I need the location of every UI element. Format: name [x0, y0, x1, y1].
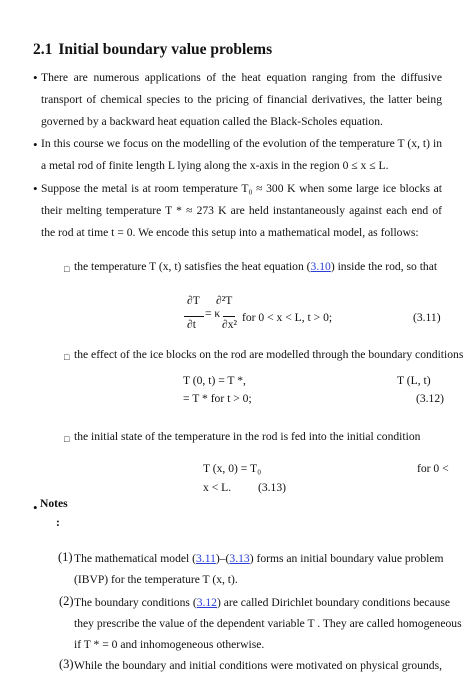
note-text: )–(: [215, 552, 230, 565]
item-number: (1): [58, 550, 73, 564]
section-heading: [33, 41, 272, 59]
paragraph-line: a metal rod of finite length L lying along the x-axis in the region 0 ≤ x ≤ L.: [41, 159, 389, 172]
note-line: (IBVP) for the temperature T (x, t).: [74, 573, 238, 586]
bullet-marker: •: [33, 137, 38, 152]
note-line: [74, 548, 442, 569]
equation-label: (3.13): [258, 481, 287, 494]
note-text: ) are called Dirichlet boundary conditions because: [216, 596, 451, 609]
boundary-condition-left: T (0, t) = T *,: [183, 374, 246, 387]
sub-item-text: the temperature T (x, t) satisfies the heat equation (: [74, 260, 311, 273]
item-number: (2): [59, 594, 74, 608]
sub-item-initial: the initial state of the temperature in the rod is fed into the initial condition: [74, 430, 421, 443]
equation-link[interactable]: 3.13: [229, 552, 250, 565]
item-number: (3): [59, 657, 74, 671]
section-title: Initial boundary value problems: [58, 41, 273, 58]
bullet-paragraph-1: [41, 67, 442, 133]
note-item-2: [74, 592, 462, 655]
checkbox-square: □: [64, 352, 70, 362]
equation-link[interactable]: 3.11: [196, 552, 216, 565]
note-text: The mathematical model (: [74, 552, 197, 565]
fraction-bar: [184, 316, 204, 317]
note-line: [74, 592, 451, 613]
note-text: ) forms an initial boundary value problem: [249, 552, 444, 565]
paragraph-line: There are numerous applications of the heat equation ranging from the diffusive: [41, 71, 442, 84]
paragraph-line: the rod at time t = 0. We encode this setup into a mathematical model, as follows:: [41, 226, 419, 239]
note-item-1: [74, 548, 442, 590]
paragraph-line: In this course we focus on the modelling of the evolution of the temperature T (x, t) in: [41, 137, 442, 150]
dT-numerator: ∂T: [187, 294, 200, 307]
sub-item-boundary: the effect of the ice blocks on the rod are modelled through the boundary conditions: [74, 348, 464, 361]
notes-colon: :: [56, 516, 60, 529]
note-item-3: [74, 655, 442, 676]
equation-link[interactable]: 3.10: [310, 260, 331, 273]
equation-label: (3.11): [413, 311, 441, 324]
checkbox-square: □: [64, 434, 70, 444]
paragraph-line: governed by a backward heat equation called the Black-Scholes equation.: [41, 115, 383, 128]
dt-denominator: ∂t: [187, 318, 196, 331]
fraction-bar: [223, 316, 235, 317]
initial-condition-cont: x < L.: [203, 481, 232, 494]
equals-kappa: = κ: [205, 307, 221, 320]
d2T-numerator: ∂²T: [216, 294, 233, 307]
note-line: they prescribe the value of the dependent variable T . They are called homogeneous: [74, 617, 462, 630]
paragraph-line: Suppose the metal is at room temperature T₀ ≈ 300 K when some large ice blocks at: [41, 182, 442, 195]
boundary-condition-cont: = T * for t > 0;: [183, 392, 252, 405]
equation-label: (3.12): [416, 392, 445, 405]
dx2-denominator: ∂x²: [222, 318, 238, 331]
bullet-marker: •: [33, 500, 38, 515]
equation-link[interactable]: 3.12: [196, 596, 217, 609]
bullet-paragraph-2: [41, 133, 442, 177]
bullet-marker: •: [33, 181, 38, 196]
bullet-marker: •: [33, 70, 38, 85]
bullet-paragraph-3: [41, 178, 442, 244]
initial-condition: T (x, 0) = T₀: [203, 462, 262, 475]
sub-item-text: ) inside the rod, so that: [330, 260, 438, 273]
initial-condition-range: for 0 <: [417, 462, 449, 475]
sub-item-heat-equation: [74, 260, 437, 273]
section-number: 2.1: [33, 41, 53, 58]
note-line: While the boundary and initial conditions were motivated on physical grounds,: [74, 659, 442, 672]
equation-condition: for 0 < x < L, t > 0;: [242, 311, 333, 324]
note-text: The boundary conditions (: [74, 596, 197, 609]
checkbox-square: □: [64, 264, 70, 274]
boundary-condition-right: T (L, t): [397, 374, 431, 387]
notes-label: Notes: [40, 497, 68, 510]
note-line: if T * = 0 and inhomogeneous otherwise.: [74, 638, 265, 651]
paragraph-line: their melting temperature T * ≈ 273 K are held instantaneously against each end of: [41, 204, 442, 217]
paragraph-line: transport of chemical species to the pricing of financial derivatives, the latter being: [41, 93, 442, 106]
